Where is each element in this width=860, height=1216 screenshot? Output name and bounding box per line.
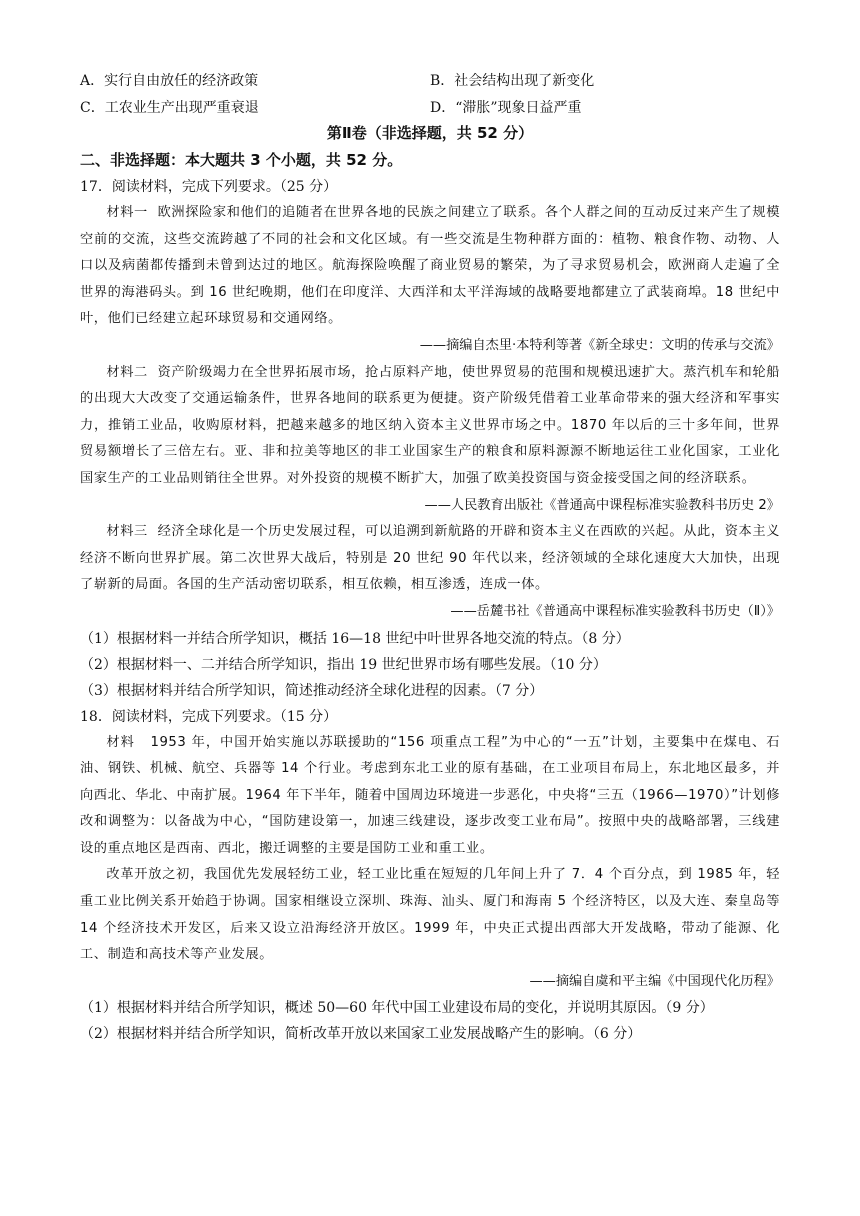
q17-subquestion-1: （1）根据材料一并结合所学知识，概括 16—18 世纪中叶世界各地交流的特点。（8 分） [80,630,630,647]
q17-material-3-text: 经济全球化是一个历史发展过程，可以追溯到新航路的开辟和资本主义在西欧的兴起。从此，资本主义经济不断向世界扩展。第二次世界大战后，特别是 20 世纪 90 年代以来，经济领域的全球化速度大大加快，出现了崭新的局面。各国的生产活动密切联系，相互依赖，相互渗透，连成一体。 [80,524,780,593]
options-row-1 [80,68,780,95]
q18-material-paragraph-2: 改革开放之初，我国优先发展轻纺工业，轻工业比重在短短的几年间上升了 7．4 个百分点，到 1985 年，轻重工业比例关系开始趋于协调。国家相继设立深圳、珠海、汕头、厦门和海南 5 个经济特区，以及大连、秦皇岛等 14 个经济技术开发区，后来又设立沿海经济开放区。1999 年，中央正式提出西部大开发战略，带动了能源、化工、制造和高技术等产业发展。 [80,867,780,963]
q17-material-1 [80,200,780,333]
q17-material-2 [80,360,780,493]
q17-subquestion-2: （2）根据材料一、二并结合所学知识，指出 19 世纪世界市场有哪些发展。（10 分） [80,656,607,673]
question-18-stem: 18．阅读材料，完成下列要求。（15 分） [80,708,338,725]
q17-material-2-label: 材料二 [106,364,148,380]
option-b: B．社会结构出现了新变化 [430,73,595,89]
q18-material-label: 材料 [106,734,135,750]
part-heading: 二、非选择题：本大题共 3 个小题，共 52 分。 [80,151,403,169]
answer-options [80,68,780,122]
section-title: 第Ⅱ卷（非选择题，共 52 分） [326,124,534,142]
q18-material-source: ——摘编自虞和平主编《中国现代化历程》 [529,973,780,989]
q17-material-1-source: ——摘编自杰里·本特利等著《新全球史：文明的传承与交流》 [419,337,780,353]
q17-material-3-source: ——岳麓书社《普通高中课程标准实验教科书历史（Ⅱ）》 [450,603,780,619]
q18-subquestion-2: （2）根据材料并结合所学知识，简析改革开放以来国家工业发展战略产生的影响。（6 分） [80,1026,642,1043]
q17-material-1-text: 欧洲探险家和他们的追随者在世界各地的民族之间建立了联系。各个人群之间的互动反过来产生了规模空前的交流，这些交流跨越了不同的社会和文化区域。有一些交流是生物种群方面的：植物、粮食作物、动物、人口以及病菌都传播到未曾到达过的地区。航海探险唤醒了商业贸易的繁荣，为了寻求贸易机会，欧洲商人走遍了全世界的海港码头。到 16 世纪晚期，他们在印度洋、大西洋和太平洋海域的战略要地都建立了武装商埠。18 世纪中叶，他们已经建立起环球贸易和交通网络。 [80,205,780,327]
q17-material-3-label: 材料三 [106,524,148,540]
options-row-2 [80,95,780,122]
questions-content [80,174,780,1047]
option-d: D．“滞胀”现象日益严重 [430,100,582,116]
option-c: C．工农业生产出现严重衰退 [80,100,259,116]
q17-material-2-source: ——人民教育出版社《普通高中课程标准实验教科书历史 2》 [424,497,780,513]
q17-material-3 [80,519,780,599]
question-17-stem: 17．阅读材料，完成下列要求。（25 分） [80,179,338,195]
q17-material-2-text: 资产阶级竭力在全世界拓展市场，抢占原料产地，使世界贸易的范围和规模迅速扩大。蒸汽机车和轮船的出现大大改变了交通运输条件，世界各地间的联系更为便捷。资产阶级凭借着工业革命带来的强大经济和军事实力，推销工业品，收购原材料，把越来越多的地区纳入资本主义世界市场之中。1870 年以后的三十多年间，世界贸易额增长了三倍左右。亚、非和拉美等地区的非工业国家生产的粮食和原料源源不断地运往工业化国家，工业化国家生产的工业品则销往全世界。对外投资的规模不断扩大，加强了欧美投资国与资金接受国之间的经济联系。 [80,364,780,486]
q17-subquestion-3: （3）根据材料并结合所学知识，简述推动经济全球化进程的因素。（7 分） [80,682,544,699]
option-a: A．实行自由放任的经济政策 [80,73,259,89]
q18-material-paragraph-1 [80,730,780,863]
q18-material-text-1: 1953 年，中国开始实施以苏联援助的“156 项重点工程”为中心的“一五”计划，主要集中在煤电、石油、钢铁、机械、航空、兵器等 14 个行业。考虑到东北工业的原有基础，在工业项目布局上，东北地区最多，并向西北、华北、中南扩展。1964 年下半年，随着中国周边环境进一步恶化，中央将“三五（1966—1970）”计划修改和调整为：以备战为中心，“国防建设第一，加速三线建设，逐步改变工业布局”。按照中央的战略部署，三线建设的重点地区是西南、西北，搬迁调整的主要是国防工业和重工业。 [80,734,781,856]
q18-subquestion-1: （1）根据材料并结合所学知识，概述 50—60 年代中国工业建设布局的变化，并说明其原因。（9 分） [80,1000,714,1017]
q17-material-1-label: 材料一 [106,205,148,220]
